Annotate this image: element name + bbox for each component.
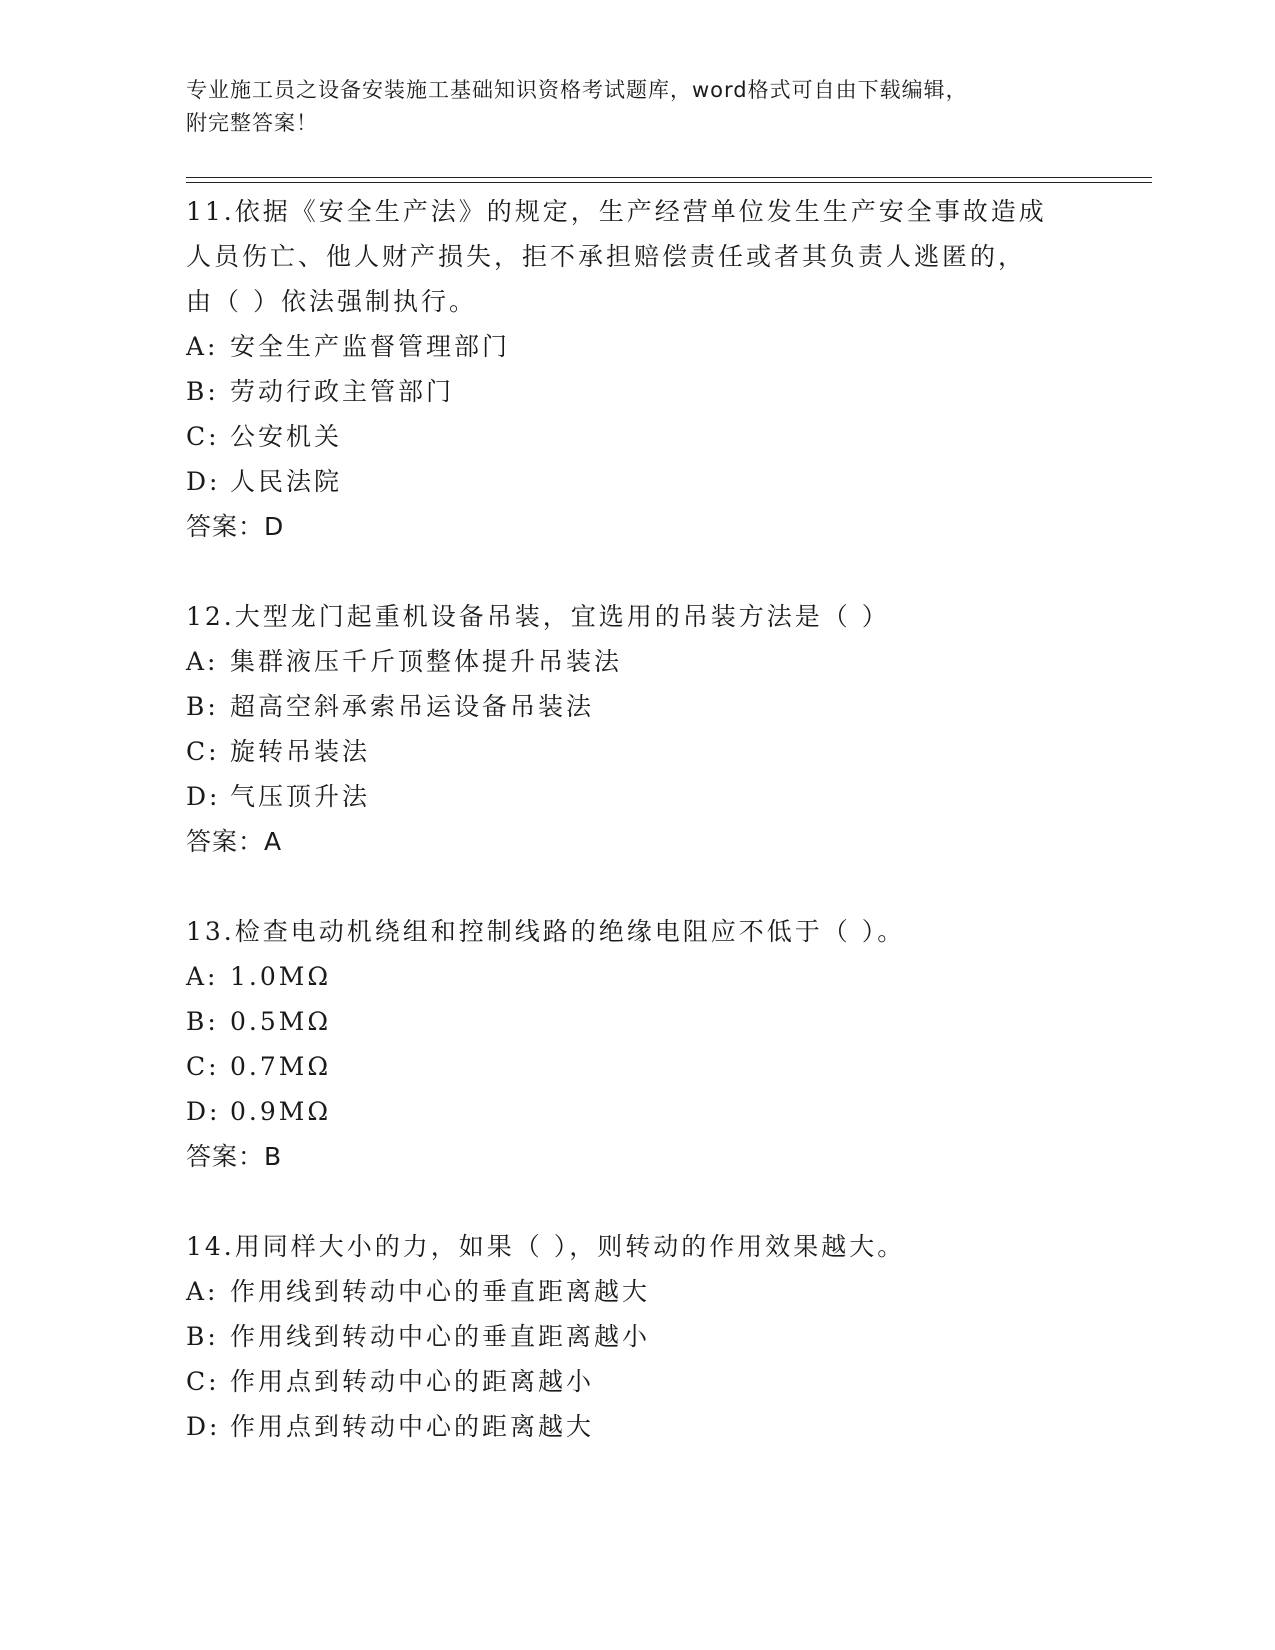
option-key: B:: [186, 1322, 219, 1351]
option-key: A:: [186, 962, 219, 991]
option-text: 公安机关: [230, 422, 343, 451]
question-block: [186, 909, 1086, 1179]
option-key: C:: [186, 1052, 220, 1081]
answer-option: [186, 999, 1086, 1044]
option-key: B:: [186, 1007, 219, 1036]
option-text: 旋转吊装法: [230, 737, 371, 766]
option-key: C:: [186, 737, 220, 766]
answer-option: [186, 459, 1086, 504]
answer-option: [186, 729, 1086, 774]
option-key: A:: [186, 647, 219, 676]
option-key: A:: [186, 332, 219, 361]
option-key: D:: [186, 467, 221, 496]
question-stem-line: 12.大型龙门起重机设备吊装，宜选用的吊装方法是（ ）: [186, 602, 890, 631]
option-key: B:: [186, 692, 219, 721]
answer-option: [186, 774, 1086, 819]
answer-line: 答案：A: [186, 827, 283, 856]
question-stem-line: 人员伤亡、他人财产损失，拒不承担赔偿责任或者其负责人逃匿的，: [186, 242, 1027, 271]
option-key: D:: [186, 782, 221, 811]
option-text: 作用线到转动中心的垂直距离越大: [230, 1277, 651, 1306]
question-block: [186, 1224, 1086, 1449]
option-text: 气压顶升法: [230, 782, 371, 811]
answer-option: [186, 1359, 1086, 1404]
header-divider-top: [186, 177, 1152, 178]
question-list: [186, 189, 1086, 1494]
option-key: C:: [186, 422, 220, 451]
option-key: C:: [186, 1367, 220, 1396]
option-text: 作用点到转动中心的距离越大: [230, 1412, 595, 1441]
answer-option: [186, 1314, 1086, 1359]
option-text: 0.7MΩ: [230, 1052, 332, 1081]
answer-option: [186, 324, 1086, 369]
answer-option: [186, 369, 1086, 414]
option-text: 超高空斜承索吊运设备吊装法: [230, 692, 595, 721]
answer-option: [186, 414, 1086, 459]
question-stem-line: 14.用同样大小的力，如果（ ），则转动的作用效果越大。: [186, 1232, 906, 1261]
header-line-1: 专业施工员之设备安装施工基础知识资格考试题库，word格式可自由下载编辑，: [186, 78, 968, 102]
answer-option: [186, 954, 1086, 999]
answer-option: [186, 1269, 1086, 1314]
header-line-2: 附完整答案！: [186, 111, 318, 135]
question-block: [186, 189, 1086, 549]
option-text: 0.9MΩ: [230, 1097, 332, 1126]
question-block: [186, 594, 1086, 864]
option-text: 作用线到转动中心的垂直距离越小: [230, 1322, 651, 1351]
option-key: D:: [186, 1097, 221, 1126]
option-key: B:: [186, 377, 219, 406]
question-stem-line: 13.检查电动机绕组和控制线路的绝缘电阻应不低于（ ）。: [186, 917, 906, 946]
option-text: 作用点到转动中心的距离越小: [230, 1367, 595, 1396]
answer-line: 答案：B: [186, 1142, 283, 1171]
answer-option: [186, 639, 1086, 684]
answer-option: [186, 1044, 1086, 1089]
option-text: 安全生产监督管理部门: [230, 332, 511, 361]
option-text: 人民法院: [230, 467, 343, 496]
header-divider-bottom: [186, 182, 1152, 183]
answer-option: [186, 1089, 1086, 1134]
option-key: A:: [186, 1277, 219, 1306]
option-text: 集群液压千斤顶整体提升吊装法: [230, 647, 623, 676]
option-text: 0.5MΩ: [230, 1007, 332, 1036]
option-text: 劳动行政主管部门: [230, 377, 455, 406]
question-stem-line: 11.依据《安全生产法》的规定，生产经营单位发生生产安全事故造成: [186, 197, 1047, 226]
answer-option: [186, 1404, 1086, 1449]
answer-option: [186, 684, 1086, 729]
document-header: [186, 74, 1086, 140]
option-text: 1.0MΩ: [230, 962, 332, 991]
answer-line: 答案：D: [186, 512, 285, 541]
question-stem-line: 由（ ）依法强制执行。: [186, 287, 477, 316]
option-key: D:: [186, 1412, 221, 1441]
